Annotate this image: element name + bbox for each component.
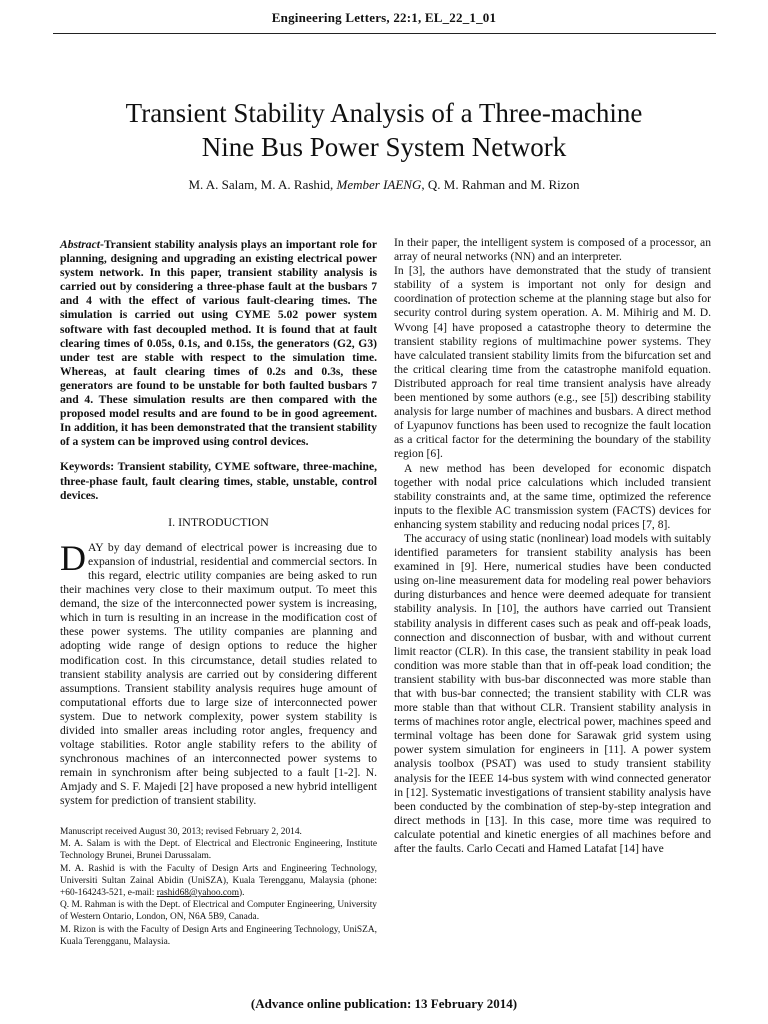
journal-header: Engineering Letters, 22:1, EL_22_1_01	[271, 10, 497, 25]
footnotes	[60, 826, 377, 948]
right-paragraph-4: The accuracy of using static (nonlinear) load models with suitably identified parameters for transient stability analysis has been examined in [9]. Here, numerical studies have been conducted using on-line measurement data for modeling real power behaviors during disturbances and hence were deemed adequate for transient stability analysis. In [10], the authors have carried out Transient stability analysis in different cases such as peak and off-peak loads, connection and disconnection of busbar, with and without current limit reactor (CLR). In this case, the transient stability in peak load condition was more stable than that in off-peak load condition; the transient stability with bus-bar disconnected was more stable than that with bus-bar connected; the transient stability with CLR was more stable than that without CLR. Transient stability analysis in terms of machines rotor angle, electrical power, machines speed and terminal voltage has been done for Sarawak grid system using power system simulation for engineers in [11]. A power system analysis toolbox (PSAT) was used to study transient stability analysis for the IEEE 14-bus system with wind connected generator in [12]. Systematic investigations of transient stability analysis have been conducted by the combination of step-by-step integration and direct methods in [13]. In this case, more time was required to calculate potential and kinetic energies of all machines before and after the faults. Carlo Cecati and Hamed Latafat [14] have	[394, 531, 711, 856]
author-list	[40, 177, 728, 193]
abstract	[60, 238, 377, 449]
email-link[interactable]: rashid68@yahoo.com	[156, 888, 240, 899]
authors-after: , Q. M. Rahman and M. Rizon	[421, 177, 580, 192]
footnote-rashid-end: ).	[239, 888, 245, 899]
footnote-rashid	[60, 863, 377, 900]
footnote-rashid-text: M. A. Rashid is with the Faculty of Design Arts and Engineering Technology, Universiti Sultan Zainal Abidin (UniSZA), Kuala Terengganu, Malaysia (phone: +60-164243-521, e-mail:	[60, 863, 377, 899]
title-line-1: Transient Stability Analysis of a Three-machine	[125, 98, 643, 128]
authors-before: M. A. Salam, M. A. Rashid,	[188, 177, 334, 192]
right-paragraph-2: In [3], the authors have demonstrated that the study of transient stability of a system is important not only for design and coordination of protection scheme at the planning stage but also for security control during system operation. A. M. Mihirig and M. D. Wvong [4] have proposed a catastrophe theory to determine the transient stability regions of multimachine power systems. They have calculated transient stability limits from the bifurcation set and the critical clearing time from the catastrophe manifold equation. Distributed approach for real time transient analysis have already been mentioned by some authors (e.g., see [5]) describing stability analysis for large number of machines and busbars. A direct method of Lyapunov functions has been used to recognize the fault location as a critical factor for the determining the boundary of the stability region [6].	[394, 264, 711, 461]
authors-membership: Member IAENG	[336, 177, 422, 192]
paper-title	[40, 96, 728, 164]
footnote-received: Manuscript received August 30, 2013; revised February 2, 2014.	[60, 827, 302, 837]
footnote-salam: M. A. Salam is with the Dept. of Electrical and Electronic Engineering, Institute Technology Brunei, Brunei Darussalam.	[60, 839, 377, 862]
keywords: Keywords: Transient stability, CYME software, three-machine, three-phase fault, fault clearing times, stable, unstable, control devices.	[60, 460, 377, 502]
right-paragraph-3: A new method has been developed for economic dispatch together with nodal price calculations which included transient stability constraints and, at the same time, optimized the reference inputs to the flexible AC transmission system (FACTS) devices for enhancing system stability and reducing nodal prices [7, 8].	[394, 461, 711, 531]
left-column	[60, 238, 377, 809]
section-heading-introduction: I. INTRODUCTION	[168, 514, 269, 529]
right-paragraph-1: In their paper, the intelligent system is composed of a processor, an array of neural networks (NN) and an interpreter.	[394, 236, 711, 264]
right-column	[394, 236, 711, 856]
abstract-lead: Abstract	[60, 238, 100, 251]
drop-cap: D	[60, 537, 86, 578]
introduction-paragraph	[60, 537, 377, 809]
footnote-rahman: Q. M. Rahman is with the Dept. of Electrical and Computer Engineering, University of Western Ontario, London, ON, N6A 5B9, Canada.	[60, 900, 377, 923]
footnote-rizon: M. Rizon is with the Faculty of Design Arts and Engineering Technology, UniSZA, Kuala Terengganu, Malaysia.	[60, 924, 377, 947]
header-rule	[53, 33, 716, 34]
abstract-text: -Transient stability analysis plays an important role for planning, designing and upgrading an existing electrical power system network. In this paper, transient stability analysis is carried out by considering a three-phase fault at the busbars 7 and 4 with the effect of various fault-clearing times. The simulation is carried out using CYME 5.02 power system software with fast decoupled method. It is found that at fault clearing times of 0.05s, 0.1s, and 0.15s, the generators (G2, G3) under test are stable with respect to the simulation time. Whereas, at fault clearing times of 0.2s and 0.3s, these generators are found to be unstable for both faulted busbars 7 and 4. These simulation results are then compared with the proposed model results and are found to be in good agreement. In addition, it has been demonstrated that the transient stability of a system can be improved using control devices.	[60, 238, 377, 449]
introduction-text: AY by day demand of electrical power is increasing due to expansion of industrial, residential and commercial sectors. In this regard, electric utility companies are being asked to run their machines very close to their maximum output. To meet this demand, the size of the interconnected power system is increasing, which in turn is resulting in an increase in the modification cost of these power systems. The utility companies are planning and adopting wide range of design options to reduce the higher modification cost. In this circumstance, detail studies related to transient stability analysis are carried out by considering different assumptions. Transient stability analysis requires huge amount of computational efforts due to large size of interconnected power system. Due to network complexity, power system stability is divided into smaller areas including rotor angles, frequency and voltage stabilities. Rotor angle stability refers to the ability of synchronous machines of an interconnected power systems to remain in synchronism after being subjected to a fault [1-2]. N. Amjady and S. F. Majedi [2] have proposed a new hybrid intelligent system for prediction of transient stability.	[60, 540, 377, 808]
publication-footer: (Advance online publication: 13 February 2014)	[250, 996, 518, 1011]
title-line-2: Nine Bus Power System Network	[201, 132, 567, 162]
